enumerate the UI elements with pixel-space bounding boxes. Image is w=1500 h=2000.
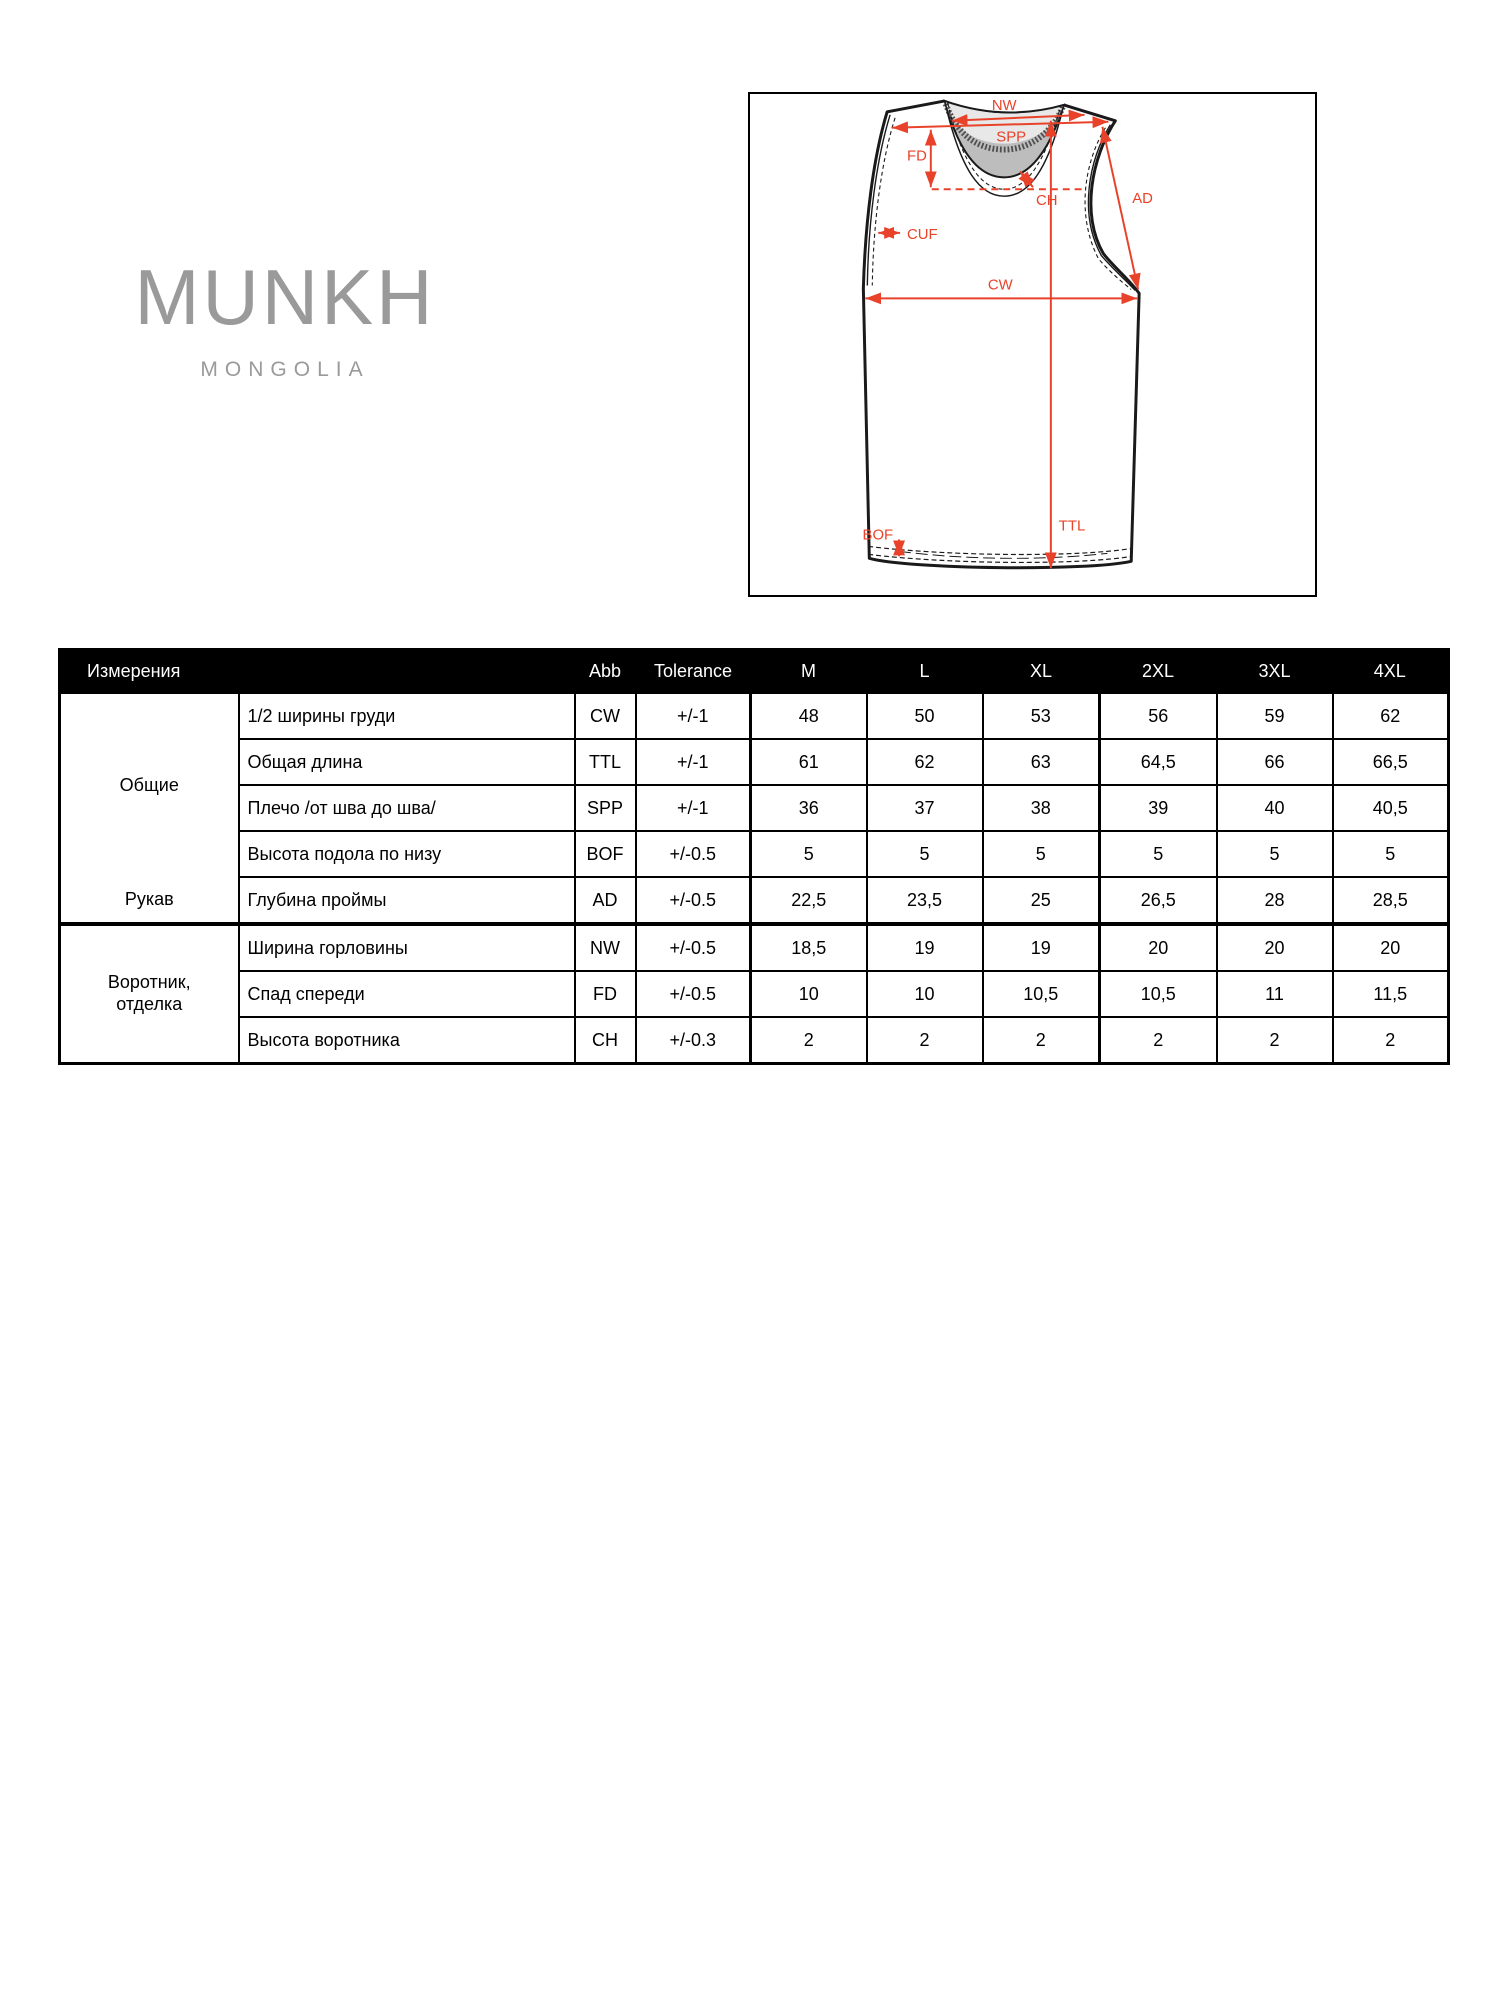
value-m: 2 [751,1017,867,1064]
value-m: 48 [751,693,867,740]
value-l: 19 [867,924,983,971]
value-m: 10 [751,971,867,1017]
value-2xl: 64,5 [1100,739,1217,785]
garment-diagram [748,92,1317,597]
row-name: Высота воротника [239,1017,575,1064]
value-2xl: 56 [1100,693,1217,740]
value-xl: 5 [983,831,1100,877]
table-header-row [60,650,1449,693]
value-xl: 53 [983,693,1100,740]
value-l: 50 [867,693,983,740]
row-tolerance: +/-1 [636,739,751,785]
header-measurements: Измерения [60,650,575,693]
row-name: Спад спереди [239,971,575,1017]
value-4xl: 28,5 [1333,877,1449,924]
value-m: 22,5 [751,877,867,924]
header-size-xl: XL [983,650,1100,693]
row-name: Общая длина [239,739,575,785]
ad-label: AD [1132,191,1153,208]
header-size-l: L [867,650,983,693]
ttl-label: TTL [1058,518,1086,535]
group-label-sleeve: Рукав [60,877,239,924]
value-l: 23,5 [867,877,983,924]
row-name: Высота подола по низу [239,831,575,877]
value-2xl: 10,5 [1100,971,1217,1017]
value-2xl: 39 [1100,785,1217,831]
value-m: 18,5 [751,924,867,971]
header-size-3xl: 3XL [1217,650,1333,693]
cuf-label: CUF [907,226,938,243]
value-l: 10 [867,971,983,1017]
value-3xl: 11 [1217,971,1333,1017]
row-tolerance: +/-0.5 [636,831,751,877]
value-xl: 63 [983,739,1100,785]
row-abb: NW [575,924,636,971]
value-l: 37 [867,785,983,831]
row-abb: FD [575,971,636,1017]
value-3xl: 59 [1217,693,1333,740]
table-row [60,877,1449,924]
brand-country: MONGOLIA [200,358,370,381]
value-4xl: 2 [1333,1017,1449,1064]
nw-label: NW [991,97,1017,114]
value-l: 2 [867,1017,983,1064]
value-m: 61 [751,739,867,785]
value-4xl: 40,5 [1333,785,1449,831]
value-xl: 38 [983,785,1100,831]
table-row [60,693,1449,740]
row-abb: TTL [575,739,636,785]
value-2xl: 5 [1100,831,1217,877]
value-4xl: 62 [1333,693,1449,740]
value-2xl: 20 [1100,924,1217,971]
row-abb: BOF [575,831,636,877]
value-xl: 2 [983,1017,1100,1064]
brand-logo [120,253,450,382]
value-xl: 10,5 [983,971,1100,1017]
table-row [60,739,1449,785]
value-m: 5 [751,831,867,877]
cw-label: CW [987,277,1013,294]
header-abb: Abb [575,650,636,693]
tank-top-drawing [750,94,1315,595]
value-3xl: 5 [1217,831,1333,877]
ch-label: CH [1035,193,1058,210]
row-abb: SPP [575,785,636,831]
fd-label: FD [906,148,927,165]
row-tolerance: +/-0.5 [636,877,751,924]
header-tolerance: Tolerance [636,650,751,693]
header-size-2xl: 2XL [1100,650,1217,693]
value-3xl: 28 [1217,877,1333,924]
value-2xl: 26,5 [1100,877,1217,924]
row-name: Ширина горловины [239,924,575,971]
value-3xl: 40 [1217,785,1333,831]
row-abb: CW [575,693,636,740]
value-l: 62 [867,739,983,785]
row-abb: AD [575,877,636,924]
value-3xl: 20 [1217,924,1333,971]
value-4xl: 5 [1333,831,1449,877]
measurement-table [58,648,1450,1065]
row-tolerance: +/-1 [636,693,751,740]
row-name: Глубина проймы [239,877,575,924]
table-row [60,785,1449,831]
group-label-general: Общие [60,693,239,878]
value-2xl: 2 [1100,1017,1217,1064]
value-xl: 19 [983,924,1100,971]
row-name: 1/2 ширины груди [239,693,575,740]
table-row [60,1017,1449,1064]
value-4xl: 20 [1333,924,1449,971]
value-m: 36 [751,785,867,831]
row-name: Плечо /от шва до шва/ [239,785,575,831]
value-xl: 25 [983,877,1100,924]
row-tolerance: +/-0.5 [636,971,751,1017]
group-label-collar: Воротник, отделка [60,924,239,1064]
value-l: 5 [867,831,983,877]
header-size-m: M [751,650,867,693]
row-tolerance: +/-0.3 [636,1017,751,1064]
value-3xl: 2 [1217,1017,1333,1064]
value-4xl: 11,5 [1333,971,1449,1017]
row-tolerance: +/-1 [636,785,751,831]
header-size-4xl: 4XL [1333,650,1449,693]
spp-label: SPP [996,129,1027,146]
brand-name: MUNKH [134,253,436,341]
table-row [60,924,1449,971]
value-4xl: 66,5 [1333,739,1449,785]
table-row [60,971,1449,1017]
table-row [60,831,1449,877]
bof-label: BOF [862,527,894,544]
row-tolerance: +/-0.5 [636,924,751,971]
row-abb: CH [575,1017,636,1064]
value-3xl: 66 [1217,739,1333,785]
